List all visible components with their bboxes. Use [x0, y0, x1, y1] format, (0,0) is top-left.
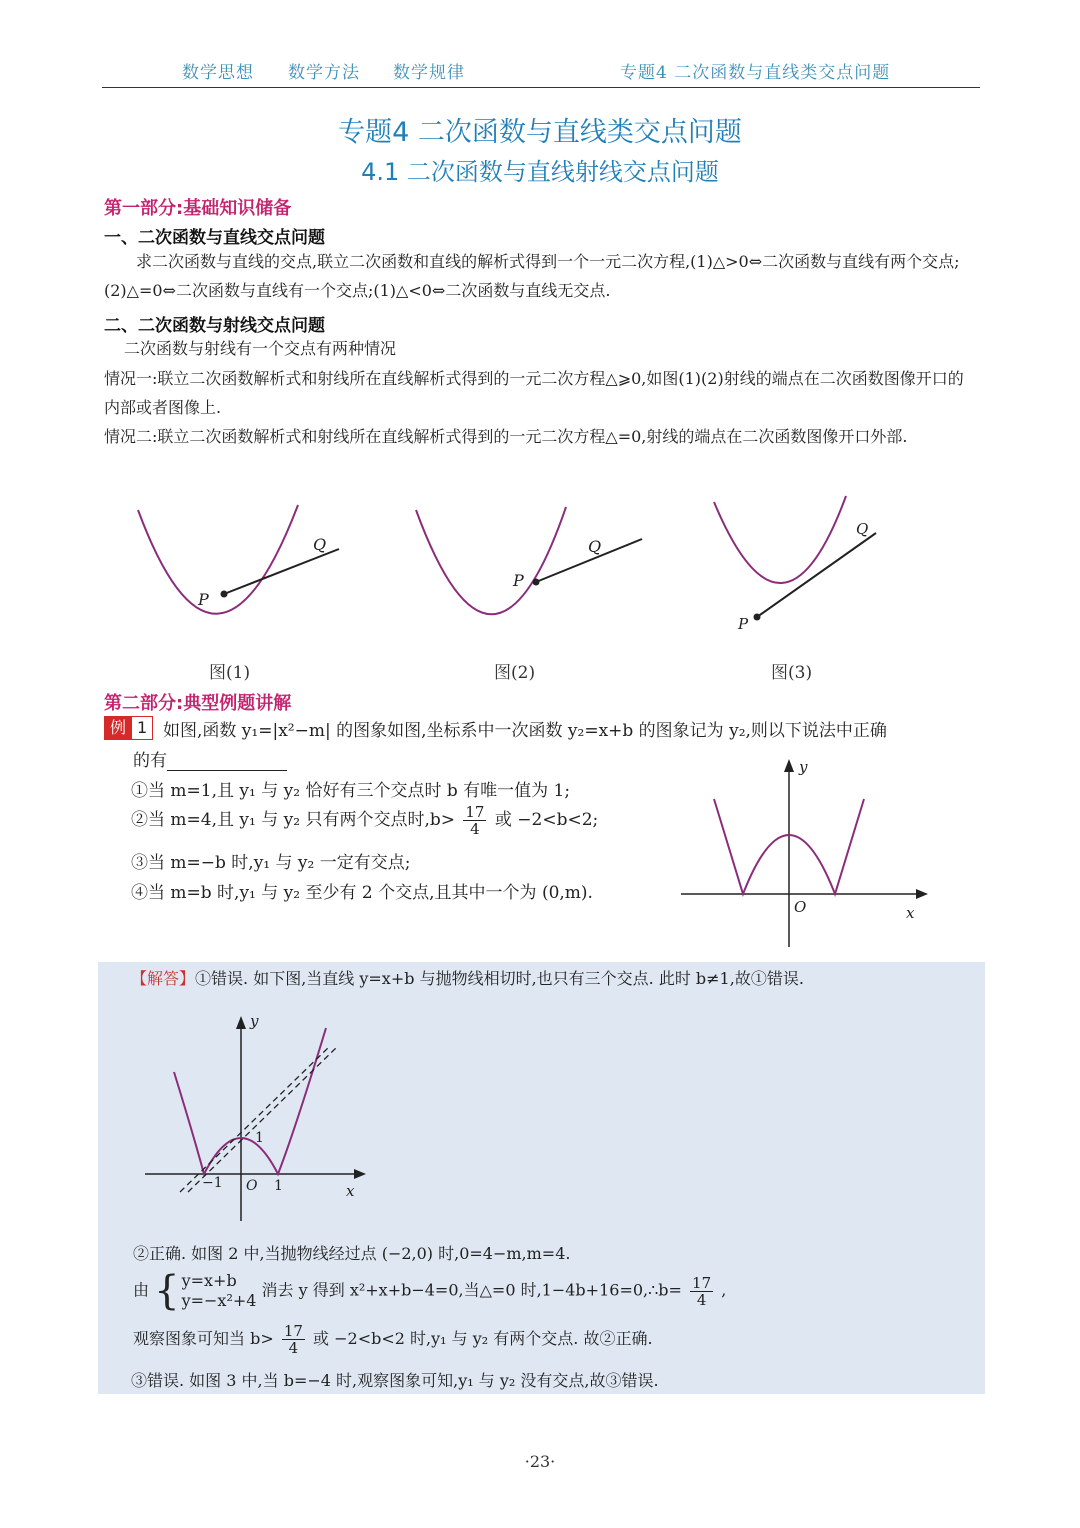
- fig1-label-q: Q: [313, 535, 327, 554]
- page-number: ·23·: [524, 1452, 556, 1471]
- solution-line1: [131, 966, 804, 989]
- example-badge: [104, 716, 153, 740]
- figure-2-diagram: [400, 495, 660, 645]
- solution-line4-frac-den: 4: [288, 1339, 299, 1357]
- fig2-label-q: Q: [588, 537, 602, 556]
- solution-label-origin: O: [246, 1178, 258, 1194]
- example-x-arrow: [916, 889, 928, 899]
- fig3-ray: [757, 533, 876, 617]
- section1-text: 求二次函数与直线的交点,联立二次函数和直线的解析式得到一个一元二次方程,(1)△>0⇔二次函数与直线有两个交点;(2)△=0⇔二次函数与直线有一个交点;(1)△<0⇔二次函数与直线无交点.: [104, 252, 960, 300]
- solution-line4: [133, 1323, 653, 1356]
- solution-line2: ②正确. 如图 2 中,当抛物线经过点 (−2,0) 时,0=4−m,m=4.: [133, 1244, 571, 1263]
- header-tag-method: 数学方法: [288, 63, 360, 83]
- solution-tag: 【解答】: [131, 969, 196, 988]
- option-2-fraction: [463, 804, 486, 837]
- solution-curve: [174, 1028, 326, 1174]
- example-graph: [676, 755, 936, 950]
- header-tag-rule: 数学规律: [393, 63, 465, 83]
- solution-line3: [133, 1268, 727, 1314]
- example-y-arrow: [784, 759, 794, 772]
- section1-title: 一、二次函数与直线交点问题: [104, 228, 325, 248]
- solution-x-arrow: [354, 1169, 366, 1179]
- case1-text: 情况一:联立二次函数解析式和射线所在直线解析式得到的一元二次方程△⩾0,如图(1)(2)射线的端点在二次函数图像开口的内部或者图像上.: [104, 369, 964, 417]
- section2-title: 二、二次函数与射线交点问题: [104, 316, 325, 336]
- system-lines: [182, 1271, 257, 1311]
- option-1: ①当 m=1,且 y₁ 与 y₂ 恰好有三个交点时 b 有唯一值为 1;: [131, 781, 571, 801]
- solution-line3-frac-num: 17: [692, 1273, 712, 1292]
- solution-tangent-line-1: [180, 1046, 330, 1192]
- header-tag-thought: 数学思想: [182, 63, 254, 83]
- fig1-parabola: [138, 505, 298, 614]
- answer-blank: [167, 752, 287, 771]
- option-3: ③当 m=−b 时,y₁ 与 y₂ 一定有交点;: [131, 853, 411, 873]
- example-label-y: y: [799, 758, 808, 776]
- figure-3-caption: 图(3): [771, 663, 813, 683]
- page-title: 专题4 二次函数与直线类交点问题: [338, 117, 742, 148]
- option-2-frac-num: 17: [465, 803, 485, 821]
- header-chapter: 专题4 二次函数与直线类交点问题: [620, 63, 891, 83]
- solution-label-y: y: [250, 1012, 259, 1030]
- part1-heading: 第一部分:基础知识储备: [104, 198, 292, 219]
- example-stem-line2: [133, 746, 287, 771]
- example-badge-label: 例: [104, 716, 132, 740]
- solution-label-x-one: 1: [274, 1178, 283, 1194]
- fig2-point-p: [533, 579, 540, 586]
- fig1-point-p: [221, 591, 228, 598]
- solution-line4-frac-num: 17: [283, 1322, 303, 1340]
- system-brace: {: [154, 1268, 180, 1314]
- option-2-frac-den: 4: [470, 820, 480, 838]
- solution-line4-post: 或 −2<b<2 时,y₁ 与 y₂ 有两个交点. 故②正确.: [313, 1329, 653, 1348]
- fig2-label-p: P: [513, 571, 524, 590]
- fig1-label-p: P: [198, 590, 209, 609]
- equation-system: [154, 1268, 257, 1314]
- figure-1-diagram: [120, 495, 380, 645]
- header-divider: [102, 87, 980, 88]
- solution-line4-pre: 观察图象可知当 b>: [133, 1329, 274, 1348]
- solution-line3-frac-den: 4: [696, 1290, 707, 1309]
- solution-label-neg-one: −1: [202, 1175, 223, 1191]
- fig2-parabola: [416, 507, 566, 614]
- figure-1-caption: 图(1): [209, 663, 251, 683]
- option-4: ④当 m=b 时,y₁ 与 y₂ 至少有 2 个交点,且其中一个为 (0,m).: [131, 883, 593, 903]
- solution-line3-fraction: [690, 1275, 713, 1308]
- solution-line4-fraction: [282, 1323, 305, 1356]
- solution-line5: ③错误. 如图 3 中,当 b=−4 时,观察图象可知,y₁ 与 y₂ 没有交点,故③错误.: [131, 1371, 659, 1390]
- solution-tangent-line-2: [188, 1046, 338, 1192]
- fig3-parabola: [714, 496, 846, 583]
- option-2: [131, 804, 598, 837]
- fig1-ray: [224, 549, 339, 594]
- figure-3-diagram: [700, 492, 900, 642]
- figure-2-caption: 图(2): [494, 663, 536, 683]
- page-subtitle: 4.1 二次函数与直线射线交点问题: [361, 158, 719, 186]
- section2-intro: 二次函数与射线有一个交点有两种情况: [124, 339, 397, 358]
- solution-line1-text: ①错误. 如下图,当直线 y=x+b 与抛物线相切时,也只有三个交点. 此时 b≠1,故①错误.: [195, 969, 804, 988]
- example-label-origin: O: [794, 898, 807, 916]
- example-label-x: x: [906, 904, 915, 922]
- solution-label-x: x: [346, 1182, 355, 1200]
- system-eq1: y=x+b: [181, 1271, 237, 1290]
- solution-line3-mid: 消去 y 得到 x²+x+b−4=0,当△=0 时,1−4b+16=0,∴b=: [261, 1280, 682, 1300]
- fig3-label-q: Q: [856, 520, 869, 538]
- example-stem-text: 的有: [133, 751, 167, 771]
- example-stem-line1: 如图,函数 y₁=|x²−m| 的图象如图,坐标系中一次函数 y₂=x+b 的图象记为 y₂,则以下说法中正确: [163, 721, 887, 741]
- solution-line3-post: ,: [721, 1280, 727, 1300]
- fig3-point-p: [754, 614, 761, 621]
- option-2-pre: ②当 m=4,且 y₁ 与 y₂ 只有两个交点时,b>: [131, 810, 455, 830]
- option-2-post: 或 −2<b<2;: [494, 810, 599, 830]
- solution-graph: [140, 1010, 370, 1225]
- solution-label-y-one: 1: [255, 1130, 264, 1146]
- solution-line3-pre: 由: [133, 1280, 150, 1300]
- solution-y-arrow: [236, 1016, 246, 1029]
- part2-heading: 第二部分:典型例题讲解: [104, 693, 292, 714]
- case2-text: 情况二:联立二次函数解析式和射线所在直线解析式得到的一元二次方程△=0,射线的端点在二次函数图像开口外部.: [104, 427, 908, 446]
- system-eq2: y=−x²+4: [181, 1291, 257, 1310]
- example-badge-number: 1: [132, 716, 153, 740]
- fig3-label-p: P: [738, 615, 749, 633]
